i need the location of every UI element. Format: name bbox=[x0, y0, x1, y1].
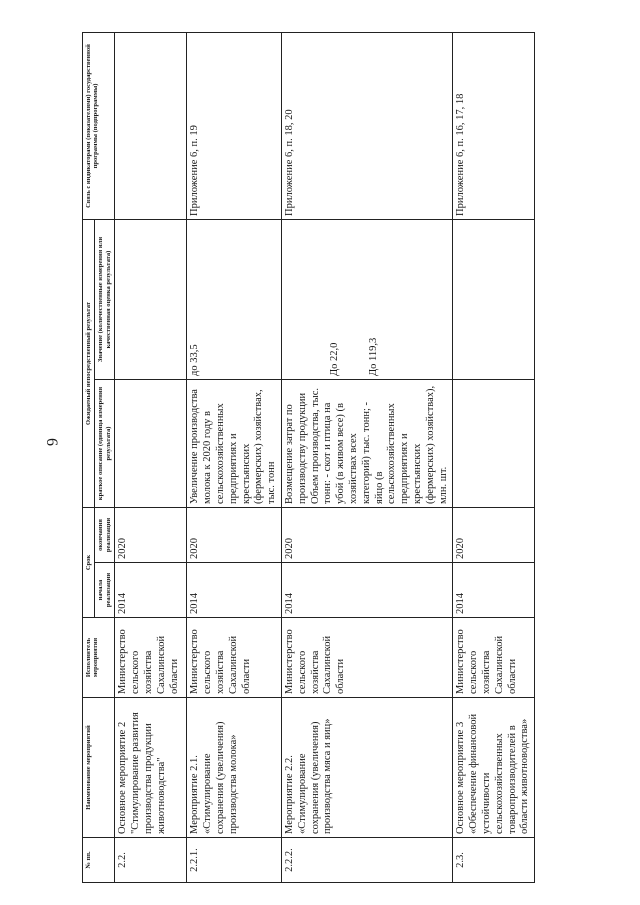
row-link: Приложение 6, п. 19 bbox=[187, 33, 282, 220]
table-row bbox=[281, 33, 452, 883]
row-link: Приложение 6, п. 18, 20 bbox=[281, 33, 452, 220]
row-link: Приложение 6, п. 16, 17, 18 bbox=[453, 33, 535, 220]
row-executor: Министерство сельского хозяйства Сахалинской области bbox=[115, 618, 187, 698]
row-value-1: До 22,0 bbox=[328, 342, 340, 376]
row-executor: Министерство сельского хозяйства Сахалинской области bbox=[281, 618, 452, 698]
row-name: Основное мероприятие 3 «Обеспечение финансовой устойчивости сельскохозяйственных товаропроизводителей в области животноводства» bbox=[453, 698, 535, 838]
header-result: Ожидаемый непосредственный результат bbox=[83, 220, 95, 508]
row-num: 2.2. bbox=[115, 838, 187, 883]
row-num: 2.3. bbox=[453, 838, 535, 883]
row-num: 2.2.1. bbox=[187, 838, 282, 883]
row-end: 2020 bbox=[187, 508, 282, 563]
row-end: 2020 bbox=[453, 508, 535, 563]
row-name: Мероприятие 2.2. «Стимулирование сохранения (увеличения) производства мяса и яиц» bbox=[281, 698, 452, 838]
header-term-end: окончания реализации bbox=[95, 508, 115, 563]
table-row bbox=[187, 33, 282, 883]
row-end: 2020 bbox=[115, 508, 187, 563]
row-desc bbox=[115, 380, 187, 508]
row-value bbox=[115, 220, 187, 380]
row-value-2: До 119,3 bbox=[367, 337, 379, 376]
header-result-value: Значение (количественные измерения или качественная оценка результата) bbox=[95, 220, 115, 380]
header-result-desc: краткое описание (единица измерения результата) bbox=[95, 380, 115, 508]
row-start: 2014 bbox=[115, 563, 187, 618]
row-start: 2014 bbox=[187, 563, 282, 618]
program-activities-table-wrapper bbox=[82, 33, 531, 883]
row-value bbox=[281, 220, 452, 380]
header-link: Связь с индикаторами (показателями) государственной программы (подпрограммы) bbox=[83, 33, 115, 220]
row-desc: Возмещение затрат по производству продукции Объем производства, тыс. тонн: - скот и птица на убой (в живом весе) (в хозяйствах всех категорий) тыс. тонн; - яйцо (в сельскохозяйственных предприятиях и крестьянских (фермерских) хозяйствах), млн. шт. bbox=[281, 380, 452, 508]
row-desc bbox=[453, 380, 535, 508]
table-row bbox=[115, 33, 187, 883]
program-activities-table bbox=[82, 32, 535, 883]
row-desc: Увеличение производства молока к 2020 году в сельскохозяйственных предприятиях и крестьянских (фермерских) хозяйствах, тыс. тонн bbox=[187, 380, 282, 508]
row-name: Основное мероприятие 2 "Стимулирование развития производства продукции животноводства" bbox=[115, 698, 187, 838]
header-row-1 bbox=[83, 33, 95, 883]
row-value-1: до 33,5 bbox=[189, 344, 201, 376]
row-value bbox=[453, 220, 535, 380]
header-executor: Исполнитель мероприятия bbox=[83, 618, 115, 698]
row-start: 2014 bbox=[453, 563, 535, 618]
table-row bbox=[453, 33, 535, 883]
row-executor: Министерство сельского хозяйства Сахалинской области bbox=[187, 618, 282, 698]
row-start: 2014 bbox=[281, 563, 452, 618]
header-num: № пп. bbox=[83, 838, 115, 883]
row-value bbox=[187, 220, 282, 380]
row-link bbox=[115, 33, 187, 220]
row-executor: Министерство сельского хозяйства Сахалинской области bbox=[453, 618, 535, 698]
row-end: 2020 bbox=[281, 508, 452, 563]
row-num: 2.2.2. bbox=[281, 838, 452, 883]
header-term: Срок bbox=[83, 508, 95, 618]
header-term-start: начала реализации bbox=[95, 563, 115, 618]
row-name: Мероприятие 2.1. «Стимулирование сохранения (увеличения) производства молока» bbox=[187, 698, 282, 838]
page-number: 6 bbox=[43, 438, 60, 446]
header-name: Наименование мероприятий bbox=[83, 698, 115, 838]
